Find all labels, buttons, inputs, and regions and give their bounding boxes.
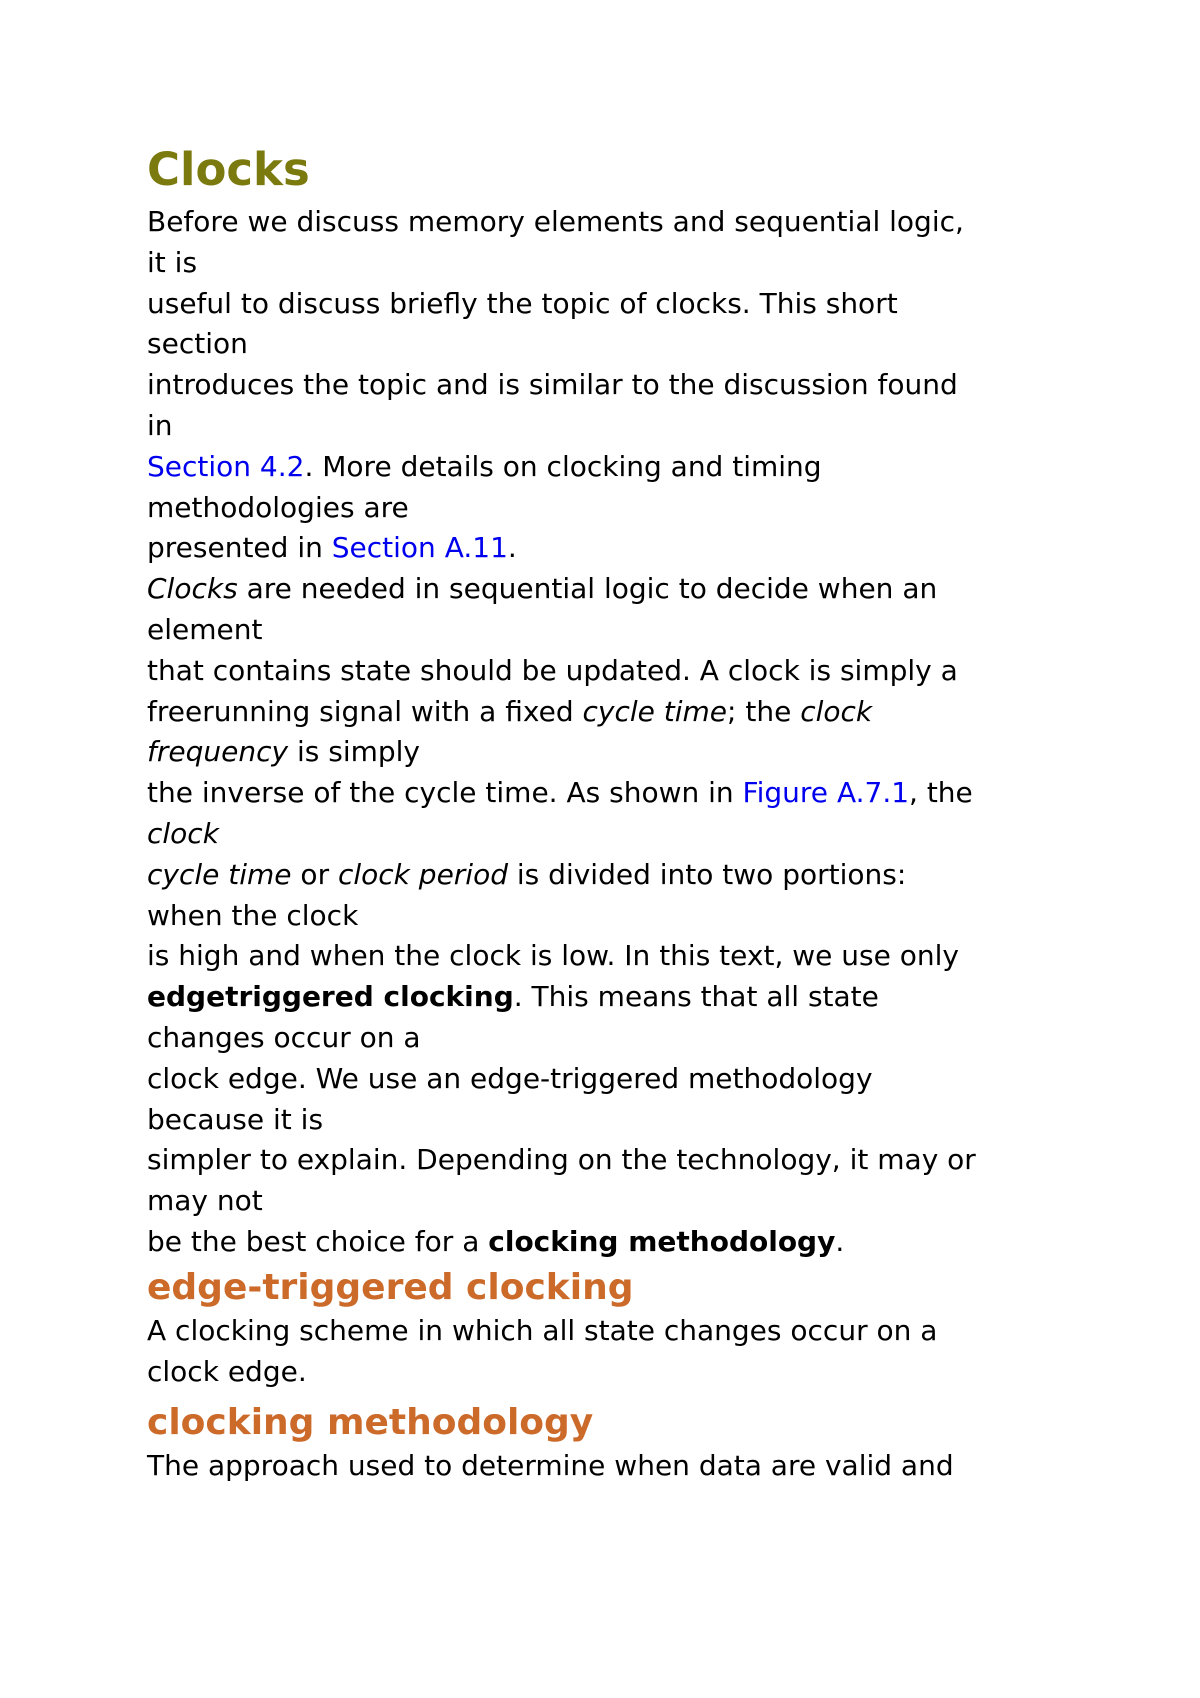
text-line — [147, 243, 1067, 284]
italic-text: clock period — [337, 857, 508, 891]
text-line — [147, 936, 1067, 977]
text-line — [147, 324, 1067, 365]
text-line — [147, 447, 1067, 488]
text-line — [147, 569, 1067, 610]
text-run: the inverse of the cycle time. As shown in — [147, 776, 743, 810]
text-line — [147, 977, 1067, 1018]
text-run: introduces the topic and is similar to the discussion found — [147, 368, 958, 402]
italic-text: cycle time — [147, 857, 292, 891]
text-run: . This means that all state — [513, 980, 879, 1014]
text-run: is simply — [288, 735, 420, 769]
text-line — [147, 202, 1067, 243]
text-run: Before we discuss memory elements and sequential logic, — [147, 205, 964, 238]
text-run: section — [147, 327, 248, 361]
italic-text: Clocks — [147, 572, 238, 606]
text-run: may not — [147, 1184, 263, 1218]
section-link[interactable]: Figure A.7.1 — [742, 776, 910, 810]
document-page — [147, 140, 1067, 1487]
page-title: Clocks — [147, 143, 310, 196]
text-run: . — [507, 531, 517, 565]
text-run: be the best choice for a — [147, 1224, 489, 1258]
text-run: changes occur on a — [147, 1020, 421, 1054]
text-line — [147, 1181, 1067, 1222]
text-line — [147, 814, 1067, 855]
text-run: is divided into two portions: — [508, 857, 907, 891]
text-run: , the — [909, 776, 973, 810]
italic-text: clock — [147, 816, 219, 850]
text-line — [147, 528, 1067, 569]
text-run: freerunning signal with a fixed — [147, 694, 583, 728]
text-line — [147, 773, 1067, 814]
text-run: useful to discuss briefly the topic of clocks. This short — [147, 286, 898, 320]
term-heading: edge-triggered clocking — [147, 1266, 634, 1308]
text-line — [147, 1100, 1067, 1141]
text-run: are needed in sequential logic to decide when an — [237, 572, 938, 606]
text-run: because it is — [147, 1102, 324, 1136]
text-run: element — [147, 612, 263, 646]
text-line — [147, 896, 1067, 937]
term-definition: clock edge. — [147, 1354, 307, 1388]
text-run: or — [291, 857, 338, 891]
text-run: simpler to explain. Depending on the technology, it may or — [147, 1143, 976, 1177]
text-line — [147, 365, 1067, 406]
text-line — [147, 1018, 1067, 1059]
text-run: it is — [147, 245, 198, 279]
text-run: clock edge. We use an edge-triggered methodology — [147, 1061, 873, 1095]
text-run: ; the — [727, 694, 801, 728]
term-definition: The approach used to determine when data are valid and — [147, 1449, 954, 1483]
text-line — [147, 651, 1067, 692]
text-line — [147, 406, 1067, 447]
text-run: . — [835, 1224, 845, 1258]
glossary-terms — [147, 1265, 1067, 1487]
text-run: methodologies are — [147, 490, 409, 524]
text-line — [147, 855, 1067, 896]
section-link[interactable]: Section A.11 — [331, 531, 508, 565]
text-run: presented in — [147, 531, 332, 565]
text-line — [147, 610, 1067, 651]
text-run: is high and when the clock is low. In this text, we use only — [147, 939, 959, 973]
text-run: in — [147, 408, 173, 442]
bold-term: clocking methodology — [488, 1224, 836, 1258]
text-line — [147, 692, 1067, 733]
italic-text: frequency — [147, 735, 289, 769]
term-heading: clocking methodology — [147, 1402, 594, 1444]
italic-text: cycle time — [582, 694, 728, 728]
section-link[interactable]: Section 4.2 — [147, 449, 305, 483]
text-line — [147, 284, 1067, 325]
text-line — [147, 1140, 1067, 1181]
text-line — [147, 1222, 1067, 1263]
text-run: when the clock — [147, 898, 359, 932]
term-definition: A clocking scheme in which all state changes occur on a — [147, 1313, 938, 1347]
text-run: that contains state should be updated. A clock is simply a — [147, 653, 958, 687]
text-line — [147, 732, 1067, 773]
text-line — [147, 488, 1067, 529]
bold-term: edgetriggered clocking — [147, 980, 514, 1014]
italic-text: clock — [800, 694, 873, 728]
body-text — [147, 202, 1067, 1263]
text-run: . More details on clocking and timing — [304, 449, 822, 483]
text-line — [147, 1059, 1067, 1100]
